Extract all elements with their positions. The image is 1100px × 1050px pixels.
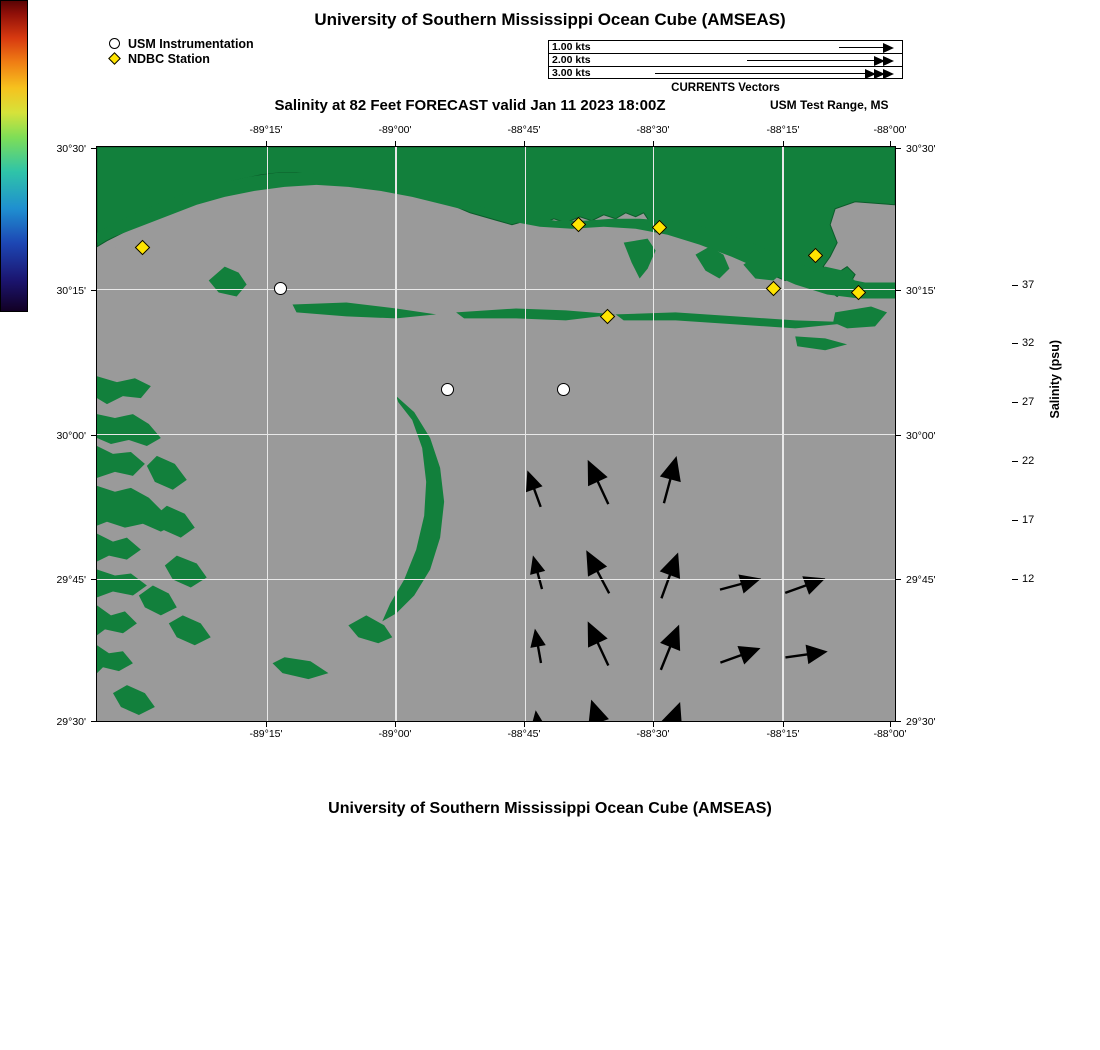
vector-arrow-head-icon (883, 43, 894, 53)
colorbar-tick (1012, 520, 1018, 521)
lon-tick-label: -88°30' (636, 124, 670, 136)
axis-tick (896, 435, 901, 436)
map-canvas[interactable] (96, 146, 896, 722)
colorbar-tick (1012, 285, 1018, 286)
lat-tick-label: 30°30' (906, 143, 936, 155)
lon-tick-label: -88°00' (873, 728, 907, 740)
colorbar-tick (1012, 461, 1018, 462)
lat-tick-label: 29°30' (56, 716, 86, 728)
lon-tick-label: -89°15' (249, 728, 283, 740)
lat-tick-label: 29°30' (906, 716, 936, 728)
legend-label: USM Instrumentation (128, 37, 254, 51)
legend-item-ndbc-station (108, 52, 254, 67)
lat-tick-label: 30°00' (56, 430, 86, 442)
lon-tick-label: -89°15' (249, 124, 283, 136)
circle-marker-icon (108, 37, 126, 52)
lon-tick-label: -88°00' (873, 124, 907, 136)
legend-item-usm-instrumentation (108, 37, 254, 52)
axis-tick (91, 435, 96, 436)
axis-tick (890, 141, 891, 146)
colorbar-tick (1012, 343, 1018, 344)
vector-key-caption: CURRENTS Vectors (671, 82, 780, 94)
vector-key-label: 2.00 kts (552, 54, 591, 66)
lon-tick-label: -88°15' (766, 124, 800, 136)
axis-tick (91, 148, 96, 149)
usm-instrumentation-marker[interactable] (557, 383, 570, 396)
axis-tick (91, 290, 96, 291)
axis-tick (266, 141, 267, 146)
axis-tick (524, 722, 525, 727)
lon-tick-label: -88°15' (766, 728, 800, 740)
axis-tick (890, 722, 891, 727)
lon-tick-label: -88°30' (636, 728, 670, 740)
vector-arrow-shaft-icon (655, 73, 887, 74)
axis-tick (896, 579, 901, 580)
vector-key-row-2 (549, 54, 902, 67)
footer-title: University of Southern Mississippi Ocean Cube (AMSEAS) (328, 800, 772, 817)
usm-instrumentation-marker[interactable] (441, 383, 454, 396)
axis-tick (896, 721, 901, 722)
colorbar-tick-label: 37 (1022, 279, 1035, 291)
legend-label: NDBC Station (128, 52, 210, 66)
vector-key-row-1 (549, 41, 902, 54)
colorbar-tick (1012, 402, 1018, 403)
vector-key-label: 1.00 kts (552, 41, 591, 53)
axis-tick (653, 722, 654, 727)
colorbar-tick-label: 12 (1022, 573, 1035, 585)
axis-tick (896, 148, 901, 149)
lat-tick-label: 29°45' (56, 574, 86, 586)
lon-tick-label: -88°45' (507, 728, 541, 740)
symbol-legend (108, 37, 254, 67)
vector-arrow-shaft-icon (839, 47, 887, 48)
lon-tick-label: -88°45' (507, 124, 541, 136)
diamond-marker-icon (108, 52, 126, 67)
gridline-latitude (97, 579, 895, 580)
vector-key-row-3 (549, 67, 902, 80)
axis-tick (266, 722, 267, 727)
lat-tick-label: 30°30' (56, 143, 86, 155)
salinity-colorbar (0, 0, 28, 312)
axis-tick (896, 290, 901, 291)
axis-tick (91, 579, 96, 580)
vector-arrow-head-icon (865, 69, 876, 79)
page-title: University of Southern Mississippi Ocean Cube (AMSEAS) (314, 10, 786, 29)
region-label: USM Test Range, MS (770, 98, 889, 112)
lat-tick-label: 30°15' (56, 285, 86, 297)
gridline-latitude (97, 434, 895, 435)
lon-tick-label: -89°00' (378, 124, 412, 136)
colorbar-tick-label: 32 (1022, 337, 1035, 349)
colorbar-tick-label: 27 (1022, 396, 1035, 408)
lon-tick-label: -89°00' (378, 728, 412, 740)
axis-tick (783, 141, 784, 146)
vector-key-label: 3.00 kts (552, 67, 591, 79)
colorbar-tick-label: 22 (1022, 455, 1035, 467)
lat-tick-label: 30°00' (906, 430, 936, 442)
axis-tick (783, 722, 784, 727)
axis-tick (395, 722, 396, 727)
axis-tick (395, 141, 396, 146)
colorbar-tick (1012, 579, 1018, 580)
lat-tick-label: 29°45' (906, 574, 936, 586)
axis-tick (91, 721, 96, 722)
colorbar-title: Salinity (psu) (1048, 340, 1062, 419)
currents-vector-key (548, 40, 903, 79)
colorbar-tick-label: 17 (1022, 514, 1035, 526)
map-subtitle: Salinity at 82 Feet FORECAST valid Jan 11 2023 18:00Z (274, 97, 666, 114)
lat-tick-label: 30°15' (906, 285, 936, 297)
axis-tick (653, 141, 654, 146)
vector-arrow-shaft-icon (747, 60, 887, 61)
axis-tick (524, 141, 525, 146)
vector-arrow-head-icon (874, 56, 885, 66)
